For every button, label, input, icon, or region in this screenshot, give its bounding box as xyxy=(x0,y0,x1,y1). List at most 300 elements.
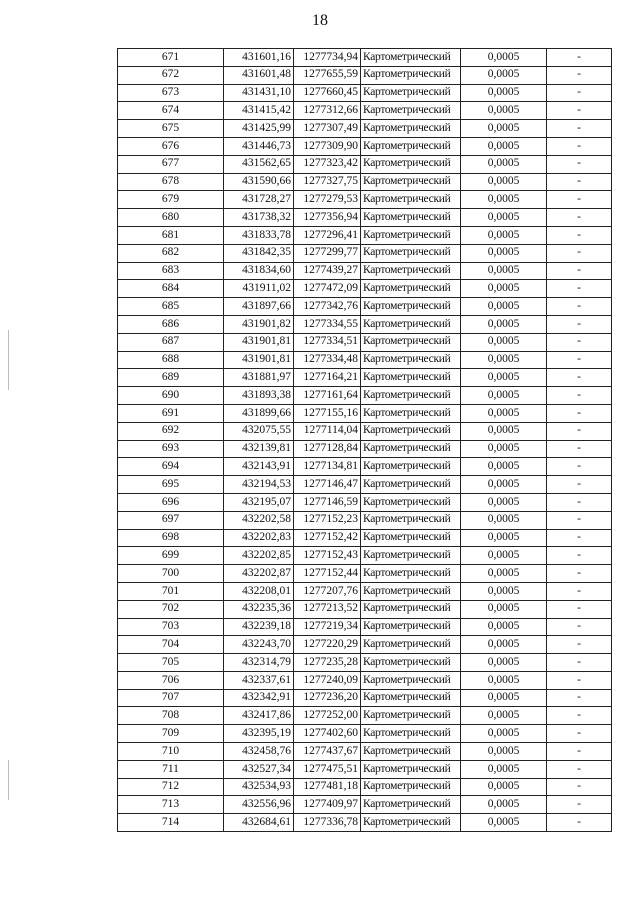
y-coordinate-cell: 1277155,16 xyxy=(294,404,361,422)
note-cell: - xyxy=(547,102,612,120)
y-coordinate-cell: 1277152,43 xyxy=(294,547,361,565)
x-coordinate-cell: 432139,81 xyxy=(224,440,294,458)
x-coordinate-cell: 431881,97 xyxy=(224,369,294,387)
method-cell: Картометрический xyxy=(361,66,461,84)
precision-cell: 0,0005 xyxy=(461,369,547,387)
point-number-cell: 676 xyxy=(118,137,224,155)
note-cell: - xyxy=(547,173,612,191)
y-coordinate-cell: 1277356,94 xyxy=(294,209,361,227)
precision-cell: 0,0005 xyxy=(461,191,547,209)
method-cell: Картометрический xyxy=(361,422,461,440)
table-row xyxy=(118,280,612,298)
note-cell: - xyxy=(547,796,612,814)
method-cell: Картометрический xyxy=(361,226,461,244)
y-coordinate-cell: 1277128,84 xyxy=(294,440,361,458)
method-cell: Картометрический xyxy=(361,351,461,369)
y-coordinate-cell: 1277323,42 xyxy=(294,155,361,173)
table-row xyxy=(118,476,612,494)
scan-artifact-line xyxy=(8,760,9,800)
note-cell: - xyxy=(547,743,612,761)
point-number-cell: 701 xyxy=(118,582,224,600)
method-cell: Картометрический xyxy=(361,529,461,547)
method-cell: Картометрический xyxy=(361,155,461,173)
method-cell: Картометрический xyxy=(361,209,461,227)
y-coordinate-cell: 1277207,76 xyxy=(294,582,361,600)
precision-cell: 0,0005 xyxy=(461,511,547,529)
y-coordinate-cell: 1277146,47 xyxy=(294,476,361,494)
point-number-cell: 710 xyxy=(118,743,224,761)
note-cell: - xyxy=(547,440,612,458)
y-coordinate-cell: 1277336,78 xyxy=(294,814,361,832)
method-cell: Картометрический xyxy=(361,707,461,725)
x-coordinate-cell: 432534,93 xyxy=(224,778,294,796)
note-cell: - xyxy=(547,120,612,138)
method-cell: Картометрический xyxy=(361,760,461,778)
table-row xyxy=(118,547,612,565)
point-number-cell: 691 xyxy=(118,404,224,422)
x-coordinate-cell: 431562,65 xyxy=(224,155,294,173)
precision-cell: 0,0005 xyxy=(461,137,547,155)
method-cell: Картометрический xyxy=(361,369,461,387)
y-coordinate-cell: 1277164,21 xyxy=(294,369,361,387)
x-coordinate-cell: 432342,91 xyxy=(224,689,294,707)
method-cell: Картометрический xyxy=(361,636,461,654)
x-coordinate-cell: 431842,35 xyxy=(224,244,294,262)
coordinates-table xyxy=(117,48,612,832)
point-number-cell: 712 xyxy=(118,778,224,796)
x-coordinate-cell: 432202,87 xyxy=(224,565,294,583)
table-row xyxy=(118,226,612,244)
precision-cell: 0,0005 xyxy=(461,778,547,796)
y-coordinate-cell: 1277134,81 xyxy=(294,458,361,476)
precision-cell: 0,0005 xyxy=(461,173,547,191)
table-row xyxy=(118,565,612,583)
x-coordinate-cell: 432458,76 xyxy=(224,743,294,761)
point-number-cell: 690 xyxy=(118,387,224,405)
precision-cell: 0,0005 xyxy=(461,209,547,227)
y-coordinate-cell: 1277299,77 xyxy=(294,244,361,262)
note-cell: - xyxy=(547,476,612,494)
method-cell: Картометрический xyxy=(361,511,461,529)
x-coordinate-cell: 431601,48 xyxy=(224,66,294,84)
precision-cell: 0,0005 xyxy=(461,422,547,440)
point-number-cell: 699 xyxy=(118,547,224,565)
x-coordinate-cell: 432195,07 xyxy=(224,493,294,511)
table-row xyxy=(118,66,612,84)
x-coordinate-cell: 431833,78 xyxy=(224,226,294,244)
precision-cell: 0,0005 xyxy=(461,404,547,422)
x-coordinate-cell: 431415,42 xyxy=(224,102,294,120)
method-cell: Картометрический xyxy=(361,618,461,636)
table-row xyxy=(118,440,612,458)
note-cell: - xyxy=(547,351,612,369)
table-row xyxy=(118,404,612,422)
method-cell: Картометрический xyxy=(361,796,461,814)
method-cell: Картометрический xyxy=(361,49,461,67)
y-coordinate-cell: 1277213,52 xyxy=(294,600,361,618)
scan-artifact-line xyxy=(8,330,9,390)
precision-cell: 0,0005 xyxy=(461,66,547,84)
method-cell: Картометрический xyxy=(361,173,461,191)
point-number-cell: 709 xyxy=(118,725,224,743)
note-cell: - xyxy=(547,707,612,725)
point-number-cell: 681 xyxy=(118,226,224,244)
point-number-cell: 693 xyxy=(118,440,224,458)
x-coordinate-cell: 431901,81 xyxy=(224,351,294,369)
note-cell: - xyxy=(547,654,612,672)
table-row xyxy=(118,458,612,476)
y-coordinate-cell: 1277481,18 xyxy=(294,778,361,796)
precision-cell: 0,0005 xyxy=(461,280,547,298)
method-cell: Картометрический xyxy=(361,298,461,316)
x-coordinate-cell: 431601,16 xyxy=(224,49,294,67)
y-coordinate-cell: 1277472,09 xyxy=(294,280,361,298)
y-coordinate-cell: 1277327,75 xyxy=(294,173,361,191)
y-coordinate-cell: 1277240,09 xyxy=(294,671,361,689)
y-coordinate-cell: 1277660,45 xyxy=(294,84,361,102)
method-cell: Картометрический xyxy=(361,689,461,707)
precision-cell: 0,0005 xyxy=(461,707,547,725)
precision-cell: 0,0005 xyxy=(461,120,547,138)
precision-cell: 0,0005 xyxy=(461,244,547,262)
method-cell: Картометрический xyxy=(361,600,461,618)
x-coordinate-cell: 432239,18 xyxy=(224,618,294,636)
y-coordinate-cell: 1277146,59 xyxy=(294,493,361,511)
x-coordinate-cell: 431897,66 xyxy=(224,298,294,316)
x-coordinate-cell: 432395,19 xyxy=(224,725,294,743)
point-number-cell: 704 xyxy=(118,636,224,654)
precision-cell: 0,0005 xyxy=(461,440,547,458)
precision-cell: 0,0005 xyxy=(461,618,547,636)
point-number-cell: 680 xyxy=(118,209,224,227)
x-coordinate-cell: 432527,34 xyxy=(224,760,294,778)
table-row xyxy=(118,600,612,618)
x-coordinate-cell: 431590,66 xyxy=(224,173,294,191)
precision-cell: 0,0005 xyxy=(461,600,547,618)
point-number-cell: 714 xyxy=(118,814,224,832)
precision-cell: 0,0005 xyxy=(461,636,547,654)
table-row xyxy=(118,636,612,654)
y-coordinate-cell: 1277734,94 xyxy=(294,49,361,67)
precision-cell: 0,0005 xyxy=(461,671,547,689)
point-number-cell: 673 xyxy=(118,84,224,102)
point-number-cell: 685 xyxy=(118,298,224,316)
precision-cell: 0,0005 xyxy=(461,155,547,173)
point-number-cell: 713 xyxy=(118,796,224,814)
y-coordinate-cell: 1277342,76 xyxy=(294,298,361,316)
method-cell: Картометрический xyxy=(361,582,461,600)
method-cell: Картометрический xyxy=(361,84,461,102)
note-cell: - xyxy=(547,511,612,529)
note-cell: - xyxy=(547,636,612,654)
x-coordinate-cell: 431446,73 xyxy=(224,137,294,155)
x-coordinate-cell: 432235,36 xyxy=(224,600,294,618)
y-coordinate-cell: 1277307,49 xyxy=(294,120,361,138)
note-cell: - xyxy=(547,66,612,84)
method-cell: Картометрический xyxy=(361,333,461,351)
x-coordinate-cell: 432202,58 xyxy=(224,511,294,529)
point-number-cell: 700 xyxy=(118,565,224,583)
precision-cell: 0,0005 xyxy=(461,725,547,743)
precision-cell: 0,0005 xyxy=(461,387,547,405)
note-cell: - xyxy=(547,155,612,173)
precision-cell: 0,0005 xyxy=(461,226,547,244)
method-cell: Картометрический xyxy=(361,120,461,138)
table-row xyxy=(118,743,612,761)
table-row xyxy=(118,173,612,191)
y-coordinate-cell: 1277296,41 xyxy=(294,226,361,244)
note-cell: - xyxy=(547,547,612,565)
point-number-cell: 695 xyxy=(118,476,224,494)
x-coordinate-cell: 432202,85 xyxy=(224,547,294,565)
table-row xyxy=(118,49,612,67)
precision-cell: 0,0005 xyxy=(461,760,547,778)
y-coordinate-cell: 1277235,28 xyxy=(294,654,361,672)
note-cell: - xyxy=(547,209,612,227)
x-coordinate-cell: 432556,96 xyxy=(224,796,294,814)
point-number-cell: 696 xyxy=(118,493,224,511)
precision-cell: 0,0005 xyxy=(461,654,547,672)
method-cell: Картометрический xyxy=(361,778,461,796)
table-row xyxy=(118,778,612,796)
table-row xyxy=(118,137,612,155)
point-number-cell: 698 xyxy=(118,529,224,547)
method-cell: Картометрический xyxy=(361,102,461,120)
table-row xyxy=(118,191,612,209)
precision-cell: 0,0005 xyxy=(461,689,547,707)
x-coordinate-cell: 432684,61 xyxy=(224,814,294,832)
table-row xyxy=(118,796,612,814)
method-cell: Картометрический xyxy=(361,814,461,832)
precision-cell: 0,0005 xyxy=(461,547,547,565)
precision-cell: 0,0005 xyxy=(461,351,547,369)
method-cell: Картометрический xyxy=(361,404,461,422)
point-number-cell: 708 xyxy=(118,707,224,725)
table-row xyxy=(118,120,612,138)
table-row xyxy=(118,262,612,280)
precision-cell: 0,0005 xyxy=(461,458,547,476)
table-row xyxy=(118,333,612,351)
note-cell: - xyxy=(547,262,612,280)
y-coordinate-cell: 1277312,66 xyxy=(294,102,361,120)
point-number-cell: 683 xyxy=(118,262,224,280)
y-coordinate-cell: 1277409,97 xyxy=(294,796,361,814)
note-cell: - xyxy=(547,600,612,618)
method-cell: Картометрический xyxy=(361,315,461,333)
note-cell: - xyxy=(547,493,612,511)
table-row xyxy=(118,689,612,707)
note-cell: - xyxy=(547,529,612,547)
precision-cell: 0,0005 xyxy=(461,49,547,67)
table-row xyxy=(118,671,612,689)
y-coordinate-cell: 1277334,48 xyxy=(294,351,361,369)
method-cell: Картометрический xyxy=(361,280,461,298)
x-coordinate-cell: 432314,79 xyxy=(224,654,294,672)
point-number-cell: 672 xyxy=(118,66,224,84)
y-coordinate-cell: 1277475,51 xyxy=(294,760,361,778)
y-coordinate-cell: 1277437,67 xyxy=(294,743,361,761)
x-coordinate-cell: 431901,81 xyxy=(224,333,294,351)
method-cell: Картометрический xyxy=(361,493,461,511)
x-coordinate-cell: 432075,55 xyxy=(224,422,294,440)
point-number-cell: 705 xyxy=(118,654,224,672)
precision-cell: 0,0005 xyxy=(461,315,547,333)
point-number-cell: 671 xyxy=(118,49,224,67)
point-number-cell: 677 xyxy=(118,155,224,173)
y-coordinate-cell: 1277252,00 xyxy=(294,707,361,725)
precision-cell: 0,0005 xyxy=(461,814,547,832)
note-cell: - xyxy=(547,226,612,244)
note-cell: - xyxy=(547,137,612,155)
y-coordinate-cell: 1277279,53 xyxy=(294,191,361,209)
point-number-cell: 687 xyxy=(118,333,224,351)
table-row xyxy=(118,351,612,369)
x-coordinate-cell: 431911,02 xyxy=(224,280,294,298)
precision-cell: 0,0005 xyxy=(461,582,547,600)
table-row xyxy=(118,155,612,173)
note-cell: - xyxy=(547,280,612,298)
method-cell: Картометрический xyxy=(361,671,461,689)
method-cell: Картометрический xyxy=(361,654,461,672)
method-cell: Картометрический xyxy=(361,262,461,280)
point-number-cell: 675 xyxy=(118,120,224,138)
point-number-cell: 684 xyxy=(118,280,224,298)
point-number-cell: 678 xyxy=(118,173,224,191)
note-cell: - xyxy=(547,333,612,351)
x-coordinate-cell: 432143,91 xyxy=(224,458,294,476)
note-cell: - xyxy=(547,689,612,707)
table-row xyxy=(118,369,612,387)
precision-cell: 0,0005 xyxy=(461,743,547,761)
note-cell: - xyxy=(547,618,612,636)
point-number-cell: 697 xyxy=(118,511,224,529)
method-cell: Картометрический xyxy=(361,191,461,209)
note-cell: - xyxy=(547,315,612,333)
table-row xyxy=(118,387,612,405)
table-row xyxy=(118,654,612,672)
point-number-cell: 703 xyxy=(118,618,224,636)
table-row xyxy=(118,102,612,120)
method-cell: Картометрический xyxy=(361,244,461,262)
x-coordinate-cell: 431893,38 xyxy=(224,387,294,405)
note-cell: - xyxy=(547,49,612,67)
method-cell: Картометрический xyxy=(361,137,461,155)
table-row xyxy=(118,209,612,227)
note-cell: - xyxy=(547,422,612,440)
table-row xyxy=(118,315,612,333)
y-coordinate-cell: 1277236,20 xyxy=(294,689,361,707)
x-coordinate-cell: 431901,82 xyxy=(224,315,294,333)
precision-cell: 0,0005 xyxy=(461,102,547,120)
note-cell: - xyxy=(547,191,612,209)
note-cell: - xyxy=(547,244,612,262)
x-coordinate-cell: 431425,99 xyxy=(224,120,294,138)
note-cell: - xyxy=(547,84,612,102)
method-cell: Картометрический xyxy=(361,440,461,458)
precision-cell: 0,0005 xyxy=(461,262,547,280)
note-cell: - xyxy=(547,760,612,778)
x-coordinate-cell: 432417,86 xyxy=(224,707,294,725)
method-cell: Картометрический xyxy=(361,547,461,565)
point-number-cell: 702 xyxy=(118,600,224,618)
table-row xyxy=(118,814,612,832)
table-row xyxy=(118,725,612,743)
note-cell: - xyxy=(547,725,612,743)
y-coordinate-cell: 1277439,27 xyxy=(294,262,361,280)
method-cell: Картометрический xyxy=(361,476,461,494)
y-coordinate-cell: 1277152,42 xyxy=(294,529,361,547)
point-number-cell: 689 xyxy=(118,369,224,387)
point-number-cell: 706 xyxy=(118,671,224,689)
table-row xyxy=(118,511,612,529)
precision-cell: 0,0005 xyxy=(461,493,547,511)
page-number: 18 xyxy=(312,12,328,29)
table-row xyxy=(118,618,612,636)
x-coordinate-cell: 431834,60 xyxy=(224,262,294,280)
precision-cell: 0,0005 xyxy=(461,298,547,316)
table-row xyxy=(118,244,612,262)
x-coordinate-cell: 432194,53 xyxy=(224,476,294,494)
x-coordinate-cell: 431738,32 xyxy=(224,209,294,227)
y-coordinate-cell: 1277402,60 xyxy=(294,725,361,743)
x-coordinate-cell: 432243,70 xyxy=(224,636,294,654)
y-coordinate-cell: 1277334,51 xyxy=(294,333,361,351)
x-coordinate-cell: 432337,61 xyxy=(224,671,294,689)
precision-cell: 0,0005 xyxy=(461,476,547,494)
x-coordinate-cell: 431728,27 xyxy=(224,191,294,209)
x-coordinate-cell: 432208,01 xyxy=(224,582,294,600)
note-cell: - xyxy=(547,814,612,832)
precision-cell: 0,0005 xyxy=(461,529,547,547)
table-row xyxy=(118,707,612,725)
coordinates-table-body xyxy=(118,49,612,832)
method-cell: Картометрический xyxy=(361,565,461,583)
precision-cell: 0,0005 xyxy=(461,796,547,814)
y-coordinate-cell: 1277309,90 xyxy=(294,137,361,155)
point-number-cell: 707 xyxy=(118,689,224,707)
x-coordinate-cell: 431431,10 xyxy=(224,84,294,102)
x-coordinate-cell: 431899,66 xyxy=(224,404,294,422)
point-number-cell: 674 xyxy=(118,102,224,120)
note-cell: - xyxy=(547,369,612,387)
method-cell: Картометрический xyxy=(361,458,461,476)
table-row xyxy=(118,582,612,600)
note-cell: - xyxy=(547,671,612,689)
table-row xyxy=(118,760,612,778)
note-cell: - xyxy=(547,582,612,600)
table-row xyxy=(118,529,612,547)
precision-cell: 0,0005 xyxy=(461,565,547,583)
y-coordinate-cell: 1277152,44 xyxy=(294,565,361,583)
precision-cell: 0,0005 xyxy=(461,84,547,102)
y-coordinate-cell: 1277114,04 xyxy=(294,422,361,440)
y-coordinate-cell: 1277655,59 xyxy=(294,66,361,84)
point-number-cell: 682 xyxy=(118,244,224,262)
method-cell: Картометрический xyxy=(361,743,461,761)
precision-cell: 0,0005 xyxy=(461,333,547,351)
note-cell: - xyxy=(547,778,612,796)
x-coordinate-cell: 432202,83 xyxy=(224,529,294,547)
point-number-cell: 692 xyxy=(118,422,224,440)
y-coordinate-cell: 1277161,64 xyxy=(294,387,361,405)
note-cell: - xyxy=(547,298,612,316)
point-number-cell: 694 xyxy=(118,458,224,476)
note-cell: - xyxy=(547,565,612,583)
point-number-cell: 711 xyxy=(118,760,224,778)
method-cell: Картометрический xyxy=(361,387,461,405)
table-row xyxy=(118,298,612,316)
table-row xyxy=(118,422,612,440)
